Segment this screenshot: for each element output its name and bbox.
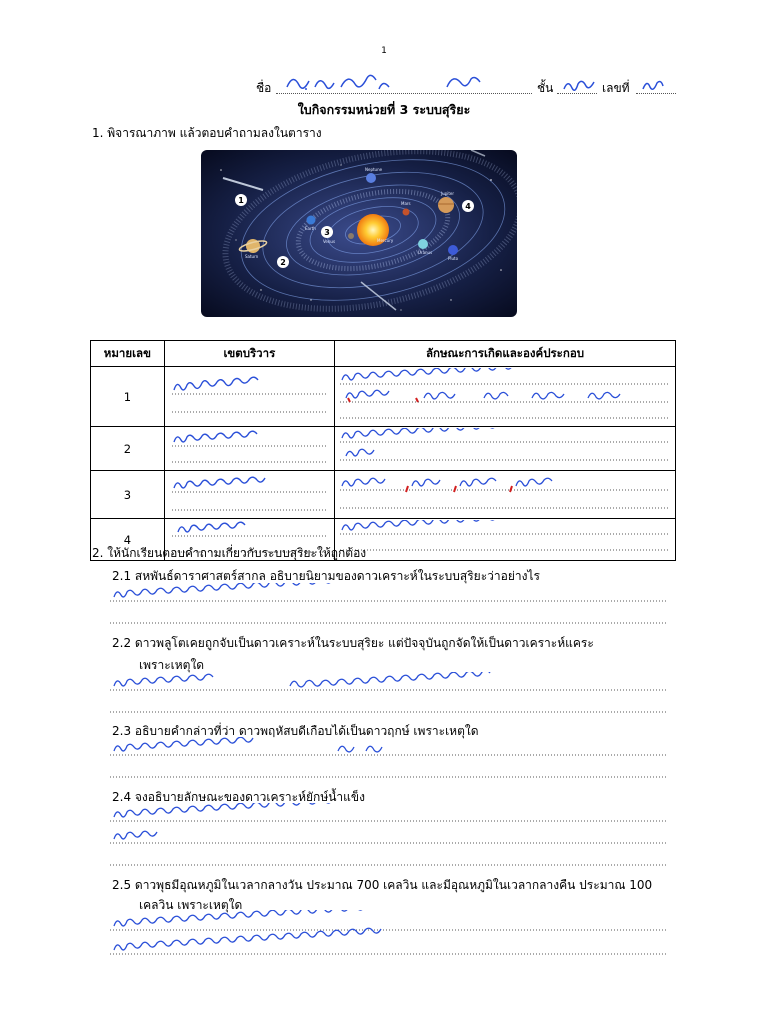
section1-prompt: 1. พิจารณาภาพ แล้วตอบคำถามลงในตาราง: [92, 126, 322, 140]
name-label: ชื่อ: [256, 81, 272, 95]
handwritten-answer: [336, 428, 674, 466]
feature-answer[interactable]: [335, 427, 676, 471]
answer-2-2[interactable]: [110, 672, 670, 716]
planet-label: Mercury: [377, 238, 394, 243]
question-2-5-continued: เคลวิน เพราะเหตุใด: [139, 898, 243, 912]
marker-2: 2: [280, 258, 286, 267]
handwritten-answer: [166, 428, 330, 466]
number-label: เลขที่: [602, 81, 630, 95]
zone-answer[interactable]: [164, 427, 334, 471]
worksheet-title: ใบกิจกรรมหน่วยที่ 3 ระบบสุริยะ: [297, 102, 471, 117]
planet-label: Saturn: [245, 254, 259, 259]
row-number: 1: [91, 367, 165, 427]
feature-answer[interactable]: [335, 367, 676, 427]
handwritten-number: [640, 75, 666, 95]
question-2-5: 2.5 ดาวพุธมีอุณหภูมิในเวลากลางวัน ประมาณ 700 เคลวิน และมีอุณหภูมิในเวลากลางคืน ประมาณ 100: [112, 878, 653, 892]
answer-2-5[interactable]: [110, 910, 670, 958]
handwritten-answer: [336, 368, 674, 422]
section2-prompt: 2. ให้นักเรียนตอบคำถามเกี่ยวกับระบบสุริยะให้ถูกต้อง: [92, 546, 367, 560]
solar-system-illustration: [201, 150, 517, 317]
planet-label: Neptune: [365, 167, 383, 172]
answer-2-4[interactable]: [110, 803, 670, 869]
row-number: 4: [91, 519, 165, 561]
question-2-2-continued: เพราะเหตุใด: [139, 658, 205, 672]
table-row: [91, 427, 676, 471]
row-number: 2: [91, 427, 165, 471]
marker-3: 3: [324, 228, 330, 237]
handwritten-class: [562, 73, 598, 95]
solar-system-image: [201, 150, 517, 317]
planet-label: Venus: [323, 239, 336, 244]
page-number: 1: [381, 46, 387, 56]
planet-label: Earth: [305, 226, 316, 231]
handwritten-answer: [336, 520, 674, 556]
header-feature: ลักษณะการเกิดและองค์ประกอบ: [335, 341, 676, 367]
header-zone: เขตบริวาร: [164, 341, 334, 367]
question-2-3: 2.3 อธิบายคำกล่าวที่ว่า ดาวพฤหัสบดีเกือบได้เป็นดาวฤกษ์ เพราะเหตุใด: [112, 724, 479, 738]
planet-label: Uranus: [418, 250, 433, 255]
zone-answer[interactable]: [164, 367, 334, 427]
table-header-row: [91, 341, 676, 367]
question-2-2: 2.2 ดาวพลูโตเคยถูกจับเป็นดาวเคราะห์ในระบบสุริยะ แต่ปัจจุบันถูกจัดให้เป็นดาวเคราะห์แคระ: [112, 636, 594, 650]
answer-2-1[interactable]: [110, 583, 670, 627]
student-info-row: [0, 79, 768, 99]
handwritten-name: [283, 69, 528, 95]
marker-1: 1: [238, 196, 244, 205]
row-number: 3: [91, 471, 165, 519]
planet-label: Pluto: [448, 256, 459, 261]
header-number: หมายเลข: [91, 341, 165, 367]
zone-answer[interactable]: [164, 471, 334, 519]
handwritten-answer: [166, 368, 330, 422]
marker-4: 4: [465, 202, 471, 211]
planet-label: Mars: [401, 201, 411, 206]
class-label: ชั้น: [537, 81, 554, 95]
handwritten-answer: [166, 472, 330, 514]
question-2-4: 2.4 จงอธิบายลักษณะของดาวเคราะห์ยักษ์น้ำแข็ง: [112, 790, 365, 804]
answer-table: [90, 340, 676, 561]
feature-answer[interactable]: [335, 471, 676, 519]
handwritten-answer: [336, 472, 674, 514]
table-row: [91, 367, 676, 427]
question-2-1: 2.1 สหพันธ์ดาราศาสตร์สากล อธิบายนิยามของดาวเคราะห์ในระบบสุริยะว่าอย่างไร: [112, 569, 540, 583]
planet-label: Jupiter: [441, 191, 455, 196]
answer-2-3[interactable]: [110, 737, 670, 781]
table-row: [91, 471, 676, 519]
feature-answer[interactable]: [335, 519, 676, 561]
